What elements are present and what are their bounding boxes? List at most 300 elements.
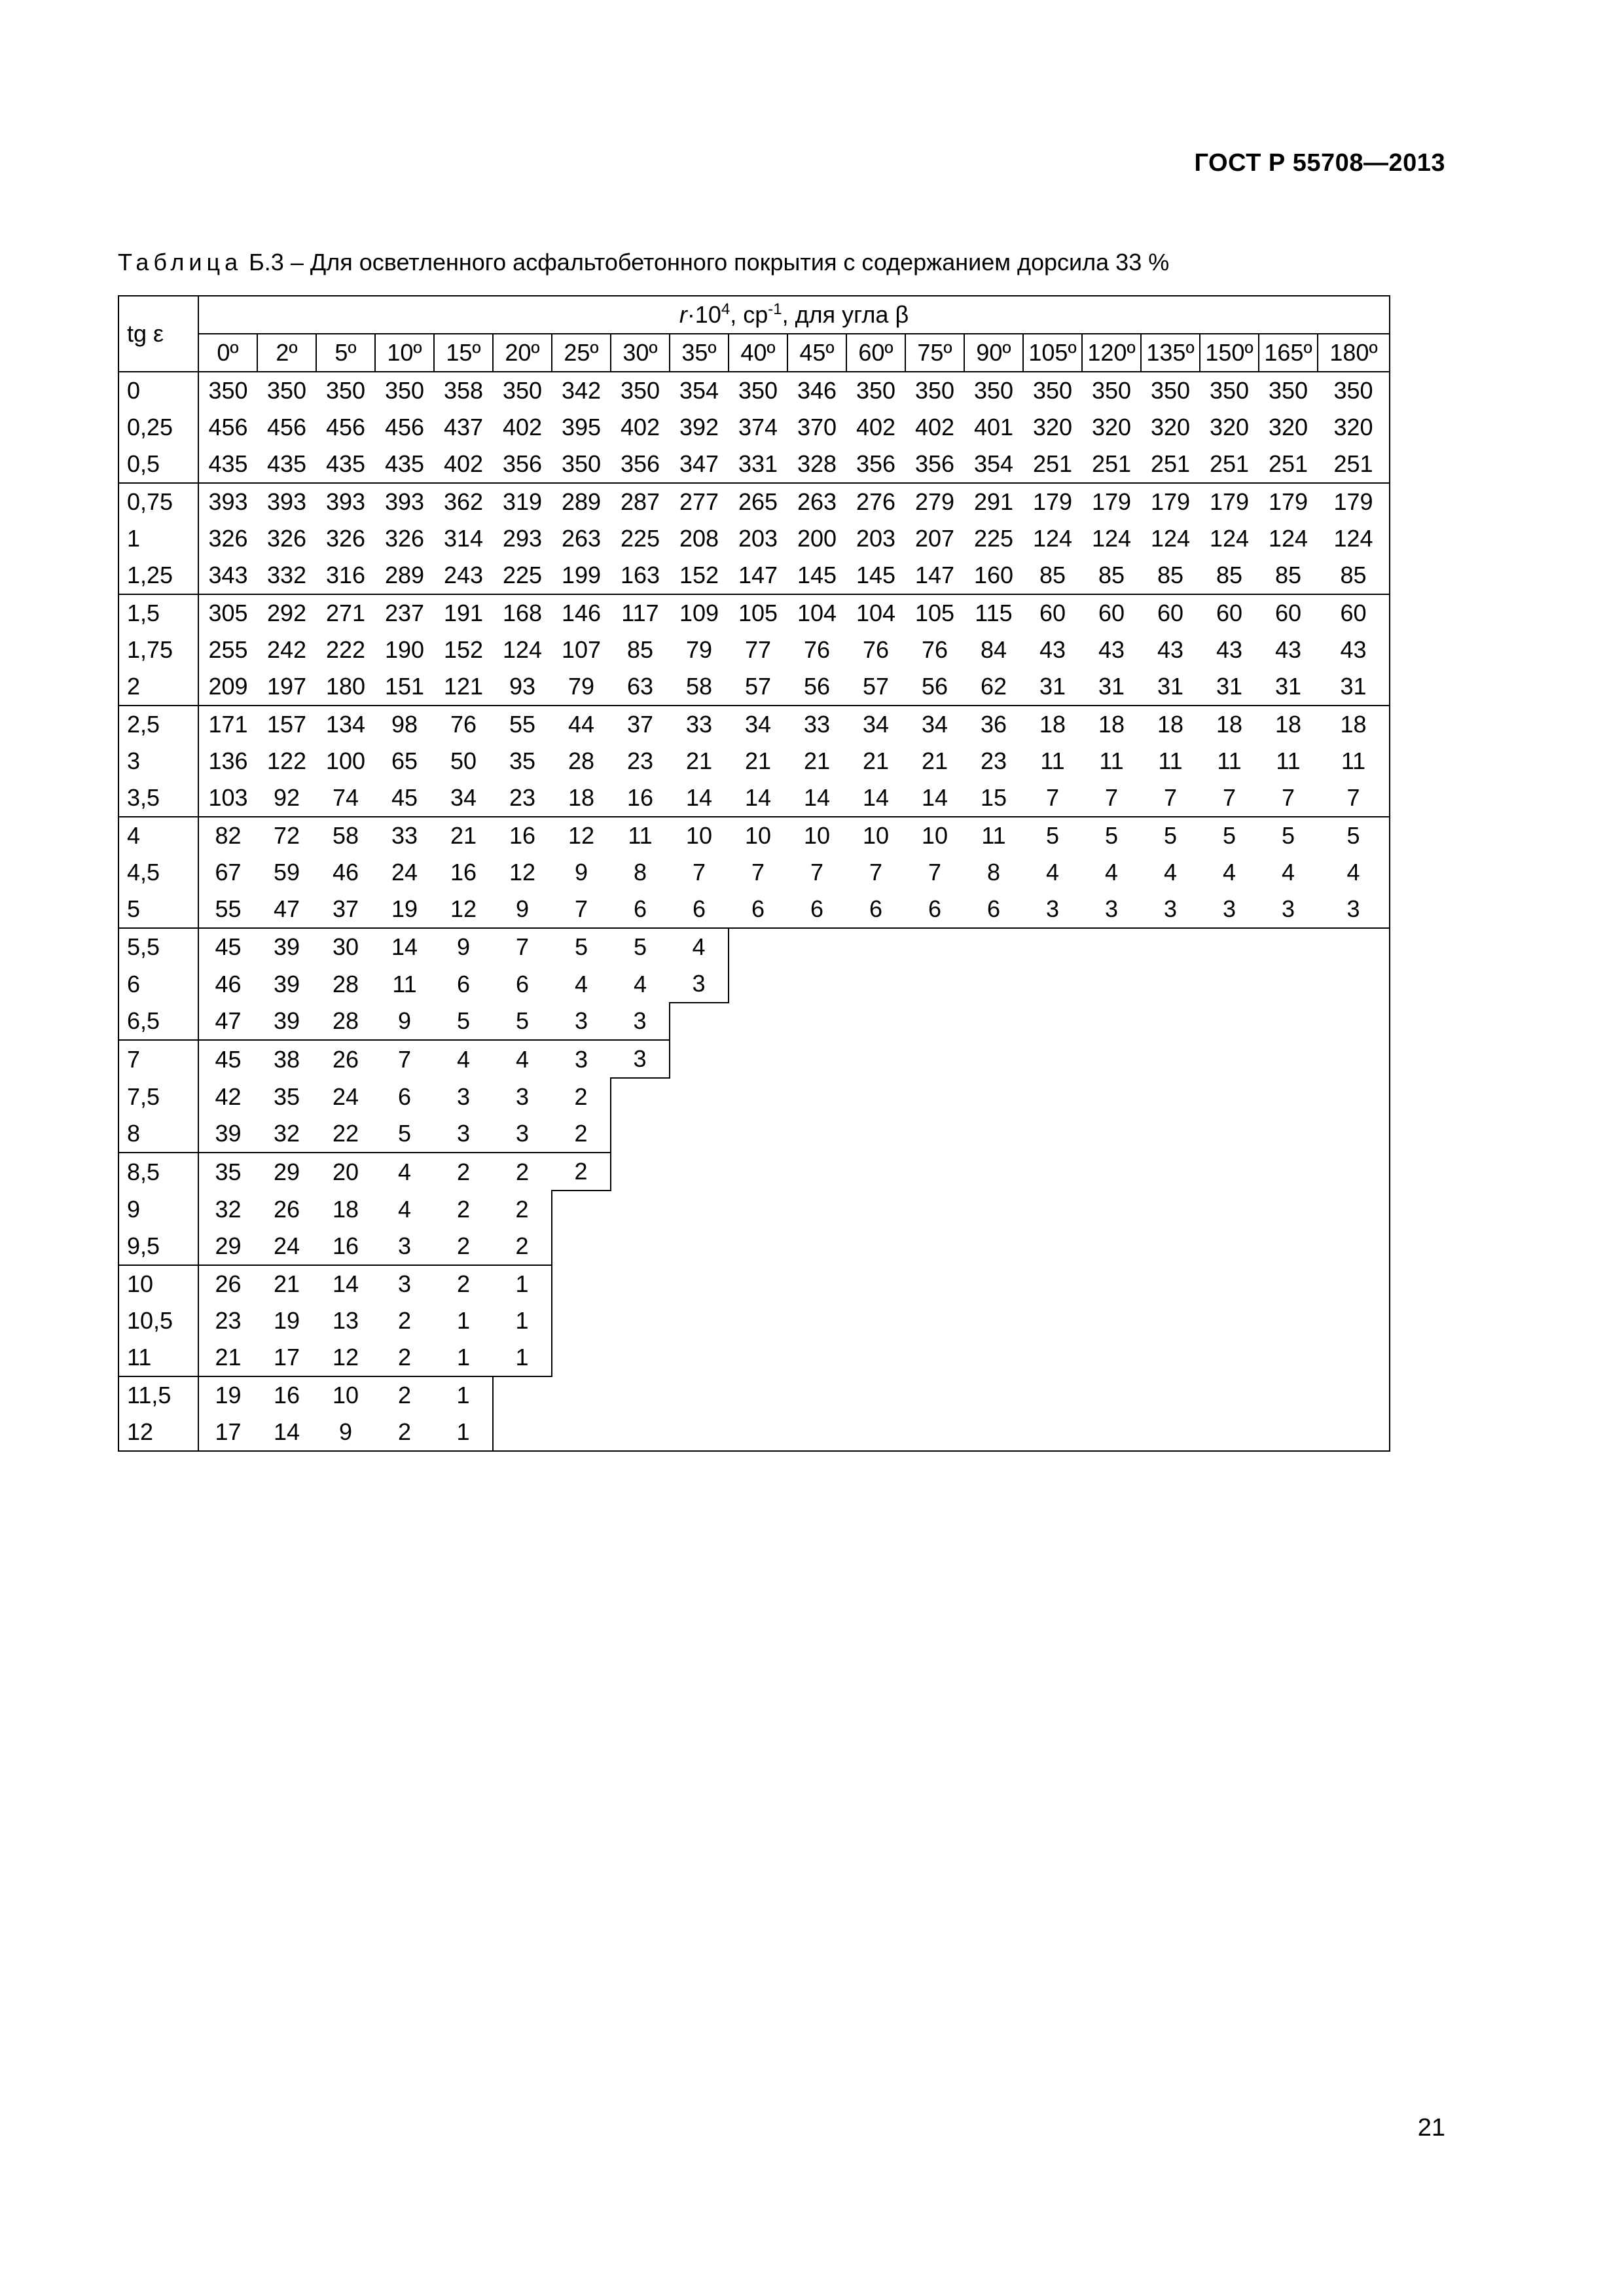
value-cell: 456 [325, 414, 366, 440]
empty-cell [729, 1078, 787, 1115]
empty-cell [1318, 1078, 1390, 1115]
value-cell: 393 [325, 488, 366, 515]
value-cell: 350 [325, 377, 366, 404]
value-cell: 122 [266, 747, 307, 774]
value-cell: 251 [1200, 446, 1259, 483]
column-header: 165º [1259, 334, 1318, 372]
value-cell: 179 [1091, 488, 1132, 515]
value-cell: 11 [1217, 747, 1242, 774]
value-cell: 107 [561, 636, 602, 663]
value-cell: 350 [1209, 377, 1250, 404]
value-cell: 82 [215, 822, 242, 849]
value-cell: 145 [846, 557, 905, 594]
value-cell: 85 [626, 636, 654, 663]
empty-cell [1141, 965, 1200, 1003]
empty-cell [905, 1414, 964, 1451]
value-cell: 320 [1318, 409, 1390, 446]
value-cell: 60 [1274, 600, 1302, 626]
table-row [118, 743, 1390, 780]
value-cell: 16 [450, 859, 477, 886]
value-cell: 3 [456, 1083, 471, 1110]
empty-cell [846, 1376, 905, 1414]
value-cell: 35 [215, 1158, 242, 1185]
value-cell: 7 [751, 859, 765, 886]
value-cell: 4 [397, 1158, 412, 1185]
table-row [118, 483, 1390, 520]
table-container [118, 295, 1390, 1452]
empty-cell [787, 1003, 846, 1040]
empty-cell [846, 1115, 905, 1153]
empty-cell [964, 1376, 1023, 1414]
empty-cell [1200, 1191, 1259, 1228]
table-row [118, 1078, 1390, 1115]
empty-cell [1082, 1228, 1141, 1265]
value-cell: 356 [905, 446, 964, 483]
value-cell: 6 [397, 1083, 412, 1110]
value-cell: 2 [456, 1158, 471, 1185]
value-cell: 2 [456, 1270, 471, 1297]
value-cell: 5 [493, 1003, 552, 1040]
table-row [118, 557, 1390, 594]
value-cell: 456 [208, 414, 248, 440]
value-cell: 85 [1318, 557, 1390, 594]
value-cell: 34 [862, 711, 890, 738]
empty-cell [787, 1040, 846, 1078]
value-cell: 4 [515, 1045, 530, 1073]
value-cell: 200 [797, 525, 837, 552]
value-cell: 124 [1209, 525, 1250, 552]
tg-cell: 5 [118, 891, 198, 928]
value-cell: 4 [670, 928, 729, 965]
empty-cell [905, 1078, 964, 1115]
value-cell: 1 [434, 1414, 493, 1451]
table-row [118, 1302, 1390, 1339]
empty-cell [670, 1003, 729, 1040]
column-header: 45º [787, 334, 846, 372]
empty-cell [1200, 928, 1259, 965]
empty-cell [1141, 1376, 1200, 1414]
value-cell: 350 [973, 377, 1014, 404]
value-cell: 392 [679, 414, 719, 440]
value-cell: 136 [208, 747, 248, 774]
value-cell: 31 [1082, 668, 1141, 706]
value-cell: 43 [1274, 636, 1302, 663]
value-cell: 46 [332, 859, 359, 886]
table-row [118, 594, 1390, 632]
empty-cell [1082, 1302, 1141, 1339]
tg-cell: 12 [118, 1414, 198, 1451]
value-cell: 255 [208, 636, 248, 663]
empty-cell [1200, 1115, 1259, 1153]
empty-cell [1200, 1265, 1259, 1302]
value-cell: 3 [611, 1040, 670, 1078]
empty-cell [787, 1265, 846, 1302]
empty-cell [729, 1265, 787, 1302]
value-cell: 350 [738, 377, 778, 404]
value-cell: 37 [316, 891, 375, 928]
empty-cell [1259, 1376, 1318, 1414]
value-cell: 242 [266, 636, 307, 663]
value-cell: 2 [375, 1339, 434, 1376]
value-cell: 328 [787, 446, 846, 483]
empty-cell [729, 1228, 787, 1265]
table-row [118, 372, 1390, 409]
value-cell: 32 [215, 1195, 242, 1223]
empty-cell [611, 1414, 670, 1451]
value-cell: 326 [266, 525, 307, 552]
value-cell: 1 [493, 1339, 552, 1376]
value-cell: 39 [273, 933, 300, 960]
empty-cell [611, 1191, 670, 1228]
value-cell: 3 [1141, 891, 1200, 928]
empty-cell [1023, 1414, 1082, 1451]
value-cell: 74 [316, 780, 375, 817]
value-cell: 251 [1318, 446, 1390, 483]
value-cell: 326 [325, 525, 366, 552]
value-cell: 55 [198, 891, 257, 928]
value-cell: 350 [384, 377, 425, 404]
value-cell: 100 [325, 747, 366, 774]
value-cell: 7 [552, 891, 611, 928]
empty-cell [1318, 1265, 1390, 1302]
empty-cell [493, 1414, 552, 1451]
empty-cell [1023, 1115, 1082, 1153]
value-cell: 225 [973, 525, 1014, 552]
empty-cell [787, 965, 846, 1003]
value-cell: 18 [1157, 711, 1184, 738]
empty-cell [964, 1265, 1023, 1302]
value-cell: 393 [208, 488, 248, 515]
empty-cell [964, 1228, 1023, 1265]
value-cell: 21 [685, 747, 713, 774]
value-cell: 3 [434, 1115, 493, 1153]
empty-cell [905, 1376, 964, 1414]
value-cell: 45 [375, 780, 434, 817]
value-cell: 356 [611, 446, 670, 483]
empty-cell [846, 1078, 905, 1115]
value-cell: 6 [787, 891, 846, 928]
value-cell: 32 [257, 1115, 316, 1153]
value-cell: 60 [1216, 600, 1243, 626]
value-cell: 124 [1268, 525, 1308, 552]
empty-cell [729, 1191, 787, 1228]
value-cell: 33 [391, 822, 418, 849]
value-cell: 179 [1268, 488, 1308, 515]
empty-cell [1023, 1228, 1082, 1265]
empty-cell [1200, 1153, 1259, 1191]
value-cell: 179 [1150, 488, 1191, 515]
table-row [118, 1153, 1390, 1191]
value-cell: 79 [685, 636, 713, 663]
value-cell: 190 [384, 636, 425, 663]
column-header: 20º [493, 334, 552, 372]
value-cell: 28 [316, 1003, 375, 1040]
value-cell: 3 [574, 1045, 588, 1073]
value-cell: 17 [257, 1339, 316, 1376]
empty-cell [905, 1191, 964, 1228]
value-cell: 72 [273, 822, 300, 849]
value-cell: 2 [434, 1228, 493, 1265]
empty-cell [846, 928, 905, 965]
value-cell: 18 [1216, 711, 1243, 738]
empty-cell [905, 1302, 964, 1339]
value-cell: 350 [502, 377, 543, 404]
value-cell: 44 [568, 711, 595, 738]
empty-cell [1141, 1115, 1200, 1153]
empty-cell [729, 1115, 787, 1153]
value-cell: 435 [375, 446, 434, 483]
symbol-r: r [679, 301, 687, 328]
value-cell: 354 [964, 446, 1023, 483]
tg-cell: 11,5 [118, 1376, 198, 1414]
value-cell: 319 [502, 488, 543, 515]
table-row [118, 1339, 1390, 1376]
value-cell: 343 [198, 557, 257, 594]
empty-cell [1141, 1228, 1200, 1265]
value-cell: 320 [1091, 414, 1132, 440]
empty-cell [787, 1376, 846, 1414]
value-cell: 1 [493, 1302, 552, 1339]
value-cell: 7 [869, 859, 883, 886]
empty-cell [1200, 1078, 1259, 1115]
value-cell: 121 [434, 668, 493, 706]
empty-cell [729, 1302, 787, 1339]
value-cell: 124 [1150, 525, 1191, 552]
value-cell: 3 [515, 1083, 530, 1110]
empty-cell [1318, 1003, 1390, 1040]
value-cell: 39 [257, 1003, 316, 1040]
value-cell: 10 [685, 822, 713, 849]
empty-cell [670, 1078, 729, 1115]
value-cell: 7 [1082, 780, 1141, 817]
empty-cell [1200, 1414, 1259, 1451]
value-cell: 19 [375, 891, 434, 928]
value-cell: 320 [1032, 414, 1073, 440]
value-cell: 147 [905, 557, 964, 594]
empty-cell [552, 1339, 611, 1376]
value-cell: 265 [738, 488, 778, 515]
value-cell: 7 [515, 933, 530, 960]
empty-cell [1082, 1339, 1141, 1376]
table-row [118, 891, 1390, 928]
value-cell: 85 [1082, 557, 1141, 594]
value-cell: 251 [1259, 446, 1318, 483]
column-header: 0º [198, 334, 257, 372]
value-cell: 314 [443, 525, 484, 552]
value-cell: 46 [215, 970, 242, 997]
empty-cell [1318, 1302, 1390, 1339]
empty-cell [729, 1003, 787, 1040]
empty-cell [1141, 1003, 1200, 1040]
empty-cell [1141, 1078, 1200, 1115]
value-cell: 20 [332, 1158, 359, 1185]
value-cell: 33 [803, 711, 831, 738]
tg-cell: 0,25 [118, 409, 198, 446]
tg-cell: 11 [118, 1339, 198, 1376]
empty-cell [670, 1191, 729, 1228]
value-cell: 3 [397, 1270, 412, 1297]
empty-cell [493, 1376, 552, 1414]
table-row [118, 1376, 1390, 1414]
column-header: 60º [846, 334, 905, 372]
value-cell: 12 [509, 859, 536, 886]
empty-cell [1200, 1003, 1259, 1040]
value-cell: 3 [1259, 891, 1318, 928]
empty-cell [1259, 928, 1318, 965]
empty-cell [1259, 1153, 1318, 1191]
empty-cell [1141, 1302, 1200, 1339]
empty-cell [846, 965, 905, 1003]
value-cell: 350 [856, 377, 896, 404]
value-cell: 124 [502, 636, 543, 663]
value-cell: 3 [1023, 891, 1082, 928]
value-cell: 57 [846, 668, 905, 706]
empty-cell [1318, 1040, 1390, 1078]
column-header: 150º [1200, 334, 1259, 372]
empty-cell [964, 1339, 1023, 1376]
value-cell: 60 [1318, 594, 1390, 632]
value-cell: 28 [568, 747, 595, 774]
empty-cell [905, 1265, 964, 1302]
table-row [118, 668, 1390, 706]
value-cell: 350 [552, 446, 611, 483]
value-cell: 9 [493, 891, 552, 928]
value-cell: 342 [561, 377, 602, 404]
empty-cell [787, 1228, 846, 1265]
value-cell: 11 [1040, 747, 1065, 774]
value-cell: 31 [1200, 668, 1259, 706]
value-cell: 6 [456, 970, 471, 997]
value-cell: 435 [316, 446, 375, 483]
value-cell: 350 [1032, 377, 1073, 404]
empty-cell [1259, 1414, 1318, 1451]
value-cell: 4 [1045, 859, 1060, 886]
tg-cell: 9 [118, 1191, 198, 1228]
tg-cell: 4 [118, 817, 198, 854]
empty-cell [1082, 1115, 1141, 1153]
value-cell: 11 [1099, 747, 1124, 774]
value-cell: 402 [914, 414, 955, 440]
value-cell: 350 [208, 377, 248, 404]
value-cell: 31 [1259, 668, 1318, 706]
value-cell: 12 [568, 822, 595, 849]
value-cell: 356 [493, 446, 552, 483]
empty-cell [1259, 1078, 1318, 1115]
value-cell: 24 [391, 859, 418, 886]
value-cell: 4 [633, 970, 647, 997]
empty-cell [1023, 1302, 1082, 1339]
empty-cell [846, 1302, 905, 1339]
value-cell: 4 [1318, 854, 1390, 891]
table-row [118, 817, 1390, 854]
value-cell: 8 [633, 859, 647, 886]
empty-cell [905, 1228, 964, 1265]
empty-cell [729, 965, 787, 1003]
value-cell: 208 [679, 525, 719, 552]
value-cell: 104 [856, 600, 896, 626]
value-cell: 1 [434, 1376, 493, 1414]
empty-cell [787, 1078, 846, 1115]
table-row [118, 1228, 1390, 1265]
table-row [118, 446, 1390, 483]
value-cell: 393 [384, 488, 425, 515]
value-cell: 199 [552, 557, 611, 594]
value-cell: 62 [964, 668, 1023, 706]
value-cell: 3 [670, 965, 729, 1003]
value-cell: 23 [626, 747, 654, 774]
value-cell: 251 [1141, 446, 1200, 483]
tg-cell: 5,5 [118, 928, 198, 965]
value-cell: 67 [215, 859, 242, 886]
value-cell: 350 [1091, 377, 1132, 404]
column-header: 105º [1023, 334, 1082, 372]
value-cell: 24 [332, 1083, 359, 1110]
value-cell: 152 [443, 636, 484, 663]
value-cell: 346 [797, 377, 837, 404]
empty-cell [611, 1228, 670, 1265]
value-cell: 59 [273, 859, 300, 886]
value-cell: 251 [1082, 446, 1141, 483]
value-cell: 5 [1222, 822, 1236, 849]
value-cell: 21 [273, 1270, 300, 1297]
value-cell: 160 [964, 557, 1023, 594]
value-cell: 134 [325, 711, 366, 738]
value-cell: 58 [670, 668, 729, 706]
value-cell: 23 [493, 780, 552, 817]
value-cell: 3 [611, 1003, 670, 1040]
value-cell: 179 [1209, 488, 1250, 515]
value-cell: 37 [626, 711, 654, 738]
empty-cell [670, 1414, 729, 1451]
empty-cell [787, 1339, 846, 1376]
value-cell: 326 [384, 525, 425, 552]
empty-cell [1259, 965, 1318, 1003]
tg-cell: 6,5 [118, 1003, 198, 1040]
value-cell: 3 [552, 1003, 611, 1040]
value-cell: 85 [1259, 557, 1318, 594]
value-cell: 34 [744, 711, 772, 738]
value-cell: 45 [215, 1045, 242, 1073]
value-cell: 5 [1318, 817, 1390, 854]
value-cell: 60 [1039, 600, 1066, 626]
value-cell: 65 [391, 747, 418, 774]
value-cell: 6 [846, 891, 905, 928]
empty-cell [1259, 1003, 1318, 1040]
value-cell: 402 [620, 414, 660, 440]
table-row [118, 1414, 1390, 1451]
empty-cell [964, 1078, 1023, 1115]
value-cell: 10 [862, 822, 890, 849]
tg-cell: 2 [118, 668, 198, 706]
value-cell: 31 [1141, 668, 1200, 706]
empty-cell [1318, 965, 1390, 1003]
empty-cell [1082, 1040, 1141, 1078]
value-cell: 15 [964, 780, 1023, 817]
value-cell: 191 [443, 600, 484, 626]
empty-cell [905, 1115, 964, 1153]
empty-cell [964, 1153, 1023, 1191]
value-cell: 39 [198, 1115, 257, 1153]
column-header: 75º [905, 334, 964, 372]
value-cell: 16 [611, 780, 670, 817]
empty-cell [670, 1153, 729, 1191]
empty-cell [611, 1339, 670, 1376]
value-cell: 2 [456, 1195, 471, 1223]
tg-cell: 1,5 [118, 594, 198, 632]
empty-cell [1318, 1153, 1390, 1191]
value-cell: 14 [846, 780, 905, 817]
value-cell: 21 [744, 747, 772, 774]
